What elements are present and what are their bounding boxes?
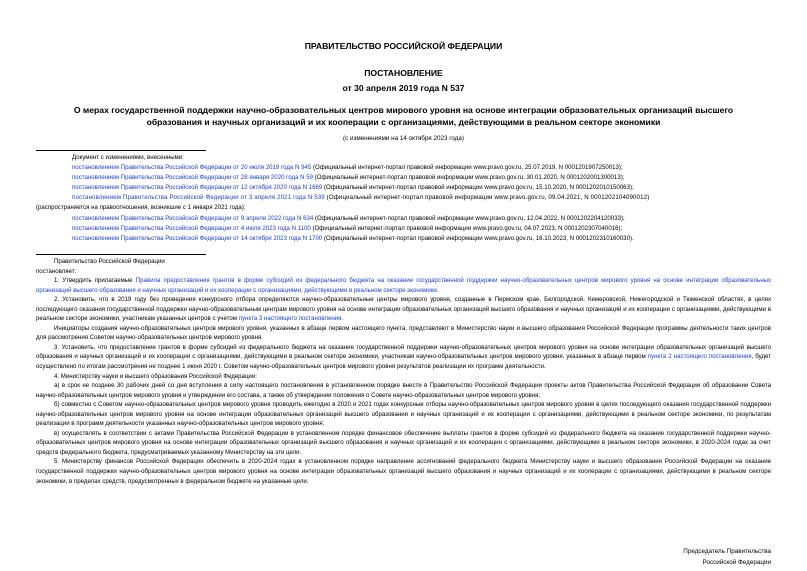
change-item: постановлением Правительства Российской Федерации от 28 января 2020 года N 59 (Официальный интернет-портал правовой информации www.pravo.gov.ru, 30.01.2020, N 0001202001300013); <box>72 174 625 182</box>
paragraph-4: 4. Министерству науки и высшего образования Российской Федерации: <box>54 372 257 380</box>
clause-3-link[interactable]: пункта 3 настоящего постановления <box>238 315 342 323</box>
paragraph-4a: а) в срок не позднее 30 рабочих дней со дня вступления в силу настоящего постановления в установленном порядке внести в Правительство Российской Федерации проекты актов Правительства Российской Федерации об образовании Совета научно-образовательных центров мирового уровня и утверждении его состава, а также об утверждении положения о Совете научно-образовательных центров мирового уровня; <box>36 382 771 399</box>
change-item: постановлением Правительства Российской Федерации от 14 октября 2023 года N 1700 (Официальный интернет-портал правовой информации www.pravo.gov.ru, 16.10.2023, N 0001202310160030). <box>72 234 634 242</box>
document-title: О мерах государственной поддержки научно-образовательных центров мирового уровня на основе интеграции образовательных организаций высшего образования и научных организаций и их кооперации с организациями, действующими в реальном секторе экономики <box>73 105 734 127</box>
change-link[interactable]: постановлением Правительства Российской Федерации от 14 октября 2023 года N 1700 <box>72 234 323 242</box>
paragraph-3: 3. Установить, что предоставление грантов в форме субсидий из федерального бюджета на оказание государственной поддержки научно-образовательных центров мирового уровня на основе интеграции образовательных организаций высшего образования и научных организаций и их кооперации с организациями, действующими в реальном секторе экономики, участникам научно-образовательных центров мирового уровня, указанных в абзаце первом пункта 2 настоящего постановления, будет осуществлено по итогам рассмотрения не позднее 1 июня 2020 г. Советом научно-образовательных центров мирового уровня результатов реализации их программ деятельности. <box>36 343 772 371</box>
document-date-number: от 30 апреля 2019 года N 537 <box>342 83 465 93</box>
signature-org: Российской Федерации <box>702 559 771 566</box>
paragraph-2: 2. Установить, что в 2019 году без проведения конкурсного отбора определяются научно-образовательные центры мирового уровня, созданные в Пермском крае, Белгородской, Кемеровской, Нижегородской и Тюменской областях, в целях последующего оказания государственной поддержки научно-образовательным центрам мирового уровня на основе интеграции образовательных организаций высшего образования и научных организаций и их кооперации с организациями, действующими в реальном секторе экономики, участникам указанных центров с учетом пункта 3 настоящего постановления. <box>36 296 771 323</box>
change-link[interactable]: постановлением Правительства Российской Федерации от 4 июля 2023 года N 1100 <box>72 224 311 232</box>
paragraph-4c: в) осуществлять в соответствии с актами Правительства Российской Федерации в установленном порядке финансовое обеспечение выплаты грантов в форме субсидий из федерального бюджета на оказание государственной поддержки научно-образовательных центров мирового уровня на основе интеграции образовательных организаций высшего образования и научных организаций и их кооперации с организациями, действующими в реальном секторе экономики, в 2020-2024 годах за счет средств федерального бюджета, предусматриваемых указанному Министерству на эти цели. <box>36 429 771 456</box>
edition-note: (с изменениями на 14 октября 2023 года) <box>342 135 465 142</box>
clause-2-link[interactable]: пункта 2 настоящего постановления <box>647 353 752 361</box>
change-item: постановлением Правительства Российской Федерации от 12 октября 2020 года N 1669 (Официальный интернет-портал правовой информации www.pravo.gov.ru, 15.10.2020, N 0001202010150063); <box>72 184 634 192</box>
signature-block <box>571 546 771 568</box>
paragraph-5: 5. Министерству финансов Российской Федерации обеспечить в 2020-2024 годах в установленном порядке направление ассигнований федерального бюджета Министерству науки и высшего образования Российской Федерации на оказание государственной поддержки научно-образовательных центров мирового уровня на основе интеграции образовательных организаций высшего образования и научных организаций и их кооперации с организациями, действующими в реальном секторе экономики, в пределах средств, предусмотренных в федеральном бюджете на указанные цели. <box>36 458 771 485</box>
document-type-heading: ПОСТАНОВЛЕНИЕ <box>364 68 443 78</box>
change-link[interactable]: постановлением Правительства Российской Федерации от 9 апреля 2022 года N 634 <box>72 214 314 222</box>
separator-top <box>36 150 206 151</box>
change-link[interactable]: постановлением Правительства Российской Федерации от 20 июля 2019 года N 945 <box>72 164 312 172</box>
government-heading: ПРАВИТЕЛЬСТВО РОССИЙСКОЙ ФЕДЕРАЦИИ <box>304 41 503 51</box>
changes-list <box>36 153 771 244</box>
change-link[interactable]: постановлением Правительства Российской Федерации от 12 октября 2020 года N 1669 <box>72 184 323 192</box>
paragraph-1: 1. Утвердить прилагаемые Правила предоставления грантов в форме субсидий из федерального бюджета на оказание государственной поддержки научно-образовательных центров мирового уровня на основе интеграции образовательных организаций высшего образования и научных организаций и их кооперации с организациями, действующими в реальном секторе экономики. <box>36 277 771 294</box>
changes-intro: Документ с изменениями, внесенными: <box>72 154 184 161</box>
separator-bottom <box>36 254 206 255</box>
change-item: постановлением Правительства Российской Федерации от 9 апреля 2022 года N 634 (Официальный интернет-портал правовой информации www.pravo.gov.ru, 12.04.2022, N 0001202204120033); <box>72 214 625 222</box>
change-link[interactable]: постановлением Правительства Российской Федерации от 28 января 2020 года N 59 <box>72 174 314 182</box>
preamble-line: Правительство Российской Федерации <box>54 258 165 265</box>
change-link[interactable]: постановлением Правительства Российской Федерации от 3 апреля 2021 года N 539 <box>72 194 325 202</box>
rules-link[interactable]: Правила предоставления грантов в форме субсидий из федерального бюджета на оказание государственной поддержки научно-образовательных центров мирового уровня на основе интеграции образовательных организаций высшего образования и научных организаций и их кооперации с организациями, действующими в реальном секторе экономики <box>36 277 771 294</box>
signature-title: Председатель Правительства <box>683 548 771 555</box>
paragraph-4b: б) совместно с Советом научно-образовательных центров мирового уровня проводить ежегодно в 2020 и 2021 годах конкурсные отборы научно-образовательных центров мирового уровня в целях последующего оказания государственной поддержки научно-образовательных центров мирового уровня на основе интеграции образовательных организаций высшего образования и научных организаций и их кооперации с организациями, действующими в реальном секторе экономики, по результатам реализации в программ деятельности указанных научно-образовательных центров мирового уровня; <box>36 401 771 428</box>
change-item: постановлением Правительства Российской Федерации от 20 июля 2019 года N 945 (Официальный интернет-портал правовой информации www.pravo.gov.ru, 25.07.2019, N 0001201907250013); <box>72 164 623 172</box>
paragraph-2-continued: Инициаторы создания научно-образовательных центров мирового уровня, указанных в абзаце первом настоящего пункта, представляют в Министерство науки и высшего образования Российской Федерации программы деятельности таких центров для рассмотрения Советом научно-образовательных центров мирового уровня. <box>36 324 771 342</box>
change-item-continuation: (распространяется на правоотношения, возникшие с 1 января 2021 года); <box>36 204 246 212</box>
change-item: постановлением Правительства Российской Федерации от 3 апреля 2021 года N 539 (Официальный интернет-портал правовой информации www.pravo.gov.ru, 09.04.2021, N 0001202104090012) <box>72 194 650 202</box>
preamble-line: постановляет: <box>36 267 77 275</box>
document-body <box>36 257 771 486</box>
change-item: постановлением Правительства Российской Федерации от 4 июля 2023 года N 1100 (Официальный интернет-портал правовой информации www.pravo.gov.ru, 04.07.2023, N 0001202307040016); <box>72 224 623 232</box>
